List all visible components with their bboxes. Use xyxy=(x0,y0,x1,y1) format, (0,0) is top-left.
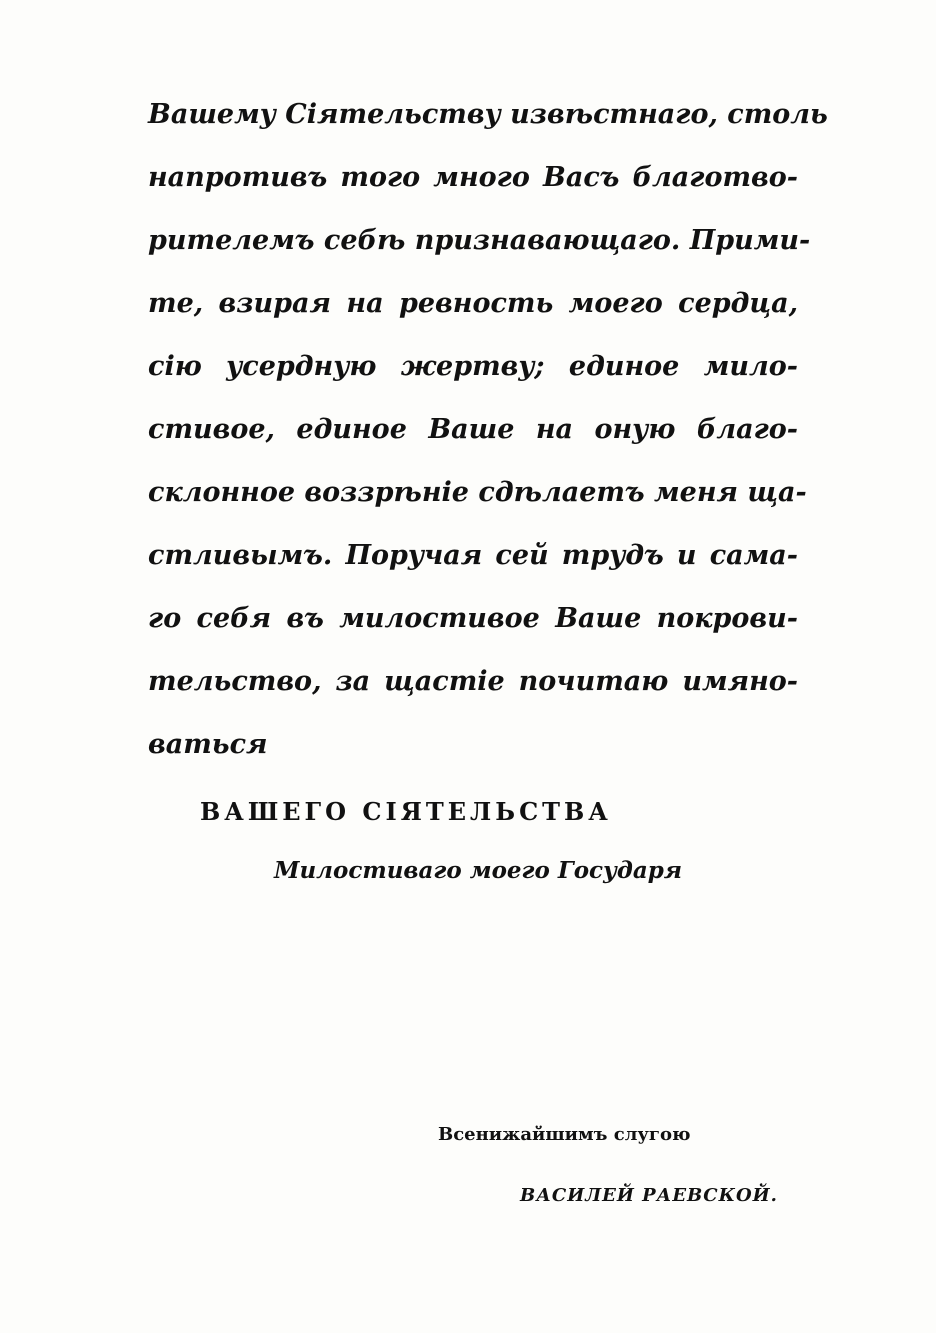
text-line: тельство, за щастіе почитаю имяно- xyxy=(148,666,798,697)
text-line: го себя въ милостивое Ваше покрови- xyxy=(148,603,798,634)
text-line: стливымъ. Поручая сей трудъ и сама- xyxy=(148,540,798,571)
text-line: ваться xyxy=(148,729,268,760)
closing-servant-line: Всенижайшимъ слугою xyxy=(438,1124,691,1145)
text-line: напротивъ того много Васъ благотво- xyxy=(148,162,798,193)
honorific-line: Милостиваго моего Государя xyxy=(274,857,683,884)
text-line: стивое, единое Ваше на оную благо- xyxy=(148,414,798,445)
dedication-text xyxy=(148,93,828,786)
text-line: склонное воззрѣніе сдѣлаетъ меня ща- xyxy=(148,477,807,508)
text-line: те, взирая на ревность моего сердца, xyxy=(148,288,798,319)
text-line: рителемъ себѣ признавающаго. Прими- xyxy=(148,225,811,256)
author-signature: ВАСИЛЕЙ РАЕВСКОЙ. xyxy=(520,1185,778,1206)
text-line: сію усердную жертву; единое мило- xyxy=(148,351,798,382)
text-line: Вашему Сіятельству извѣстнаго, столь xyxy=(148,99,828,130)
salutation-heading: ВАШЕГО СІЯТЕЛЬСТВА xyxy=(200,797,612,826)
